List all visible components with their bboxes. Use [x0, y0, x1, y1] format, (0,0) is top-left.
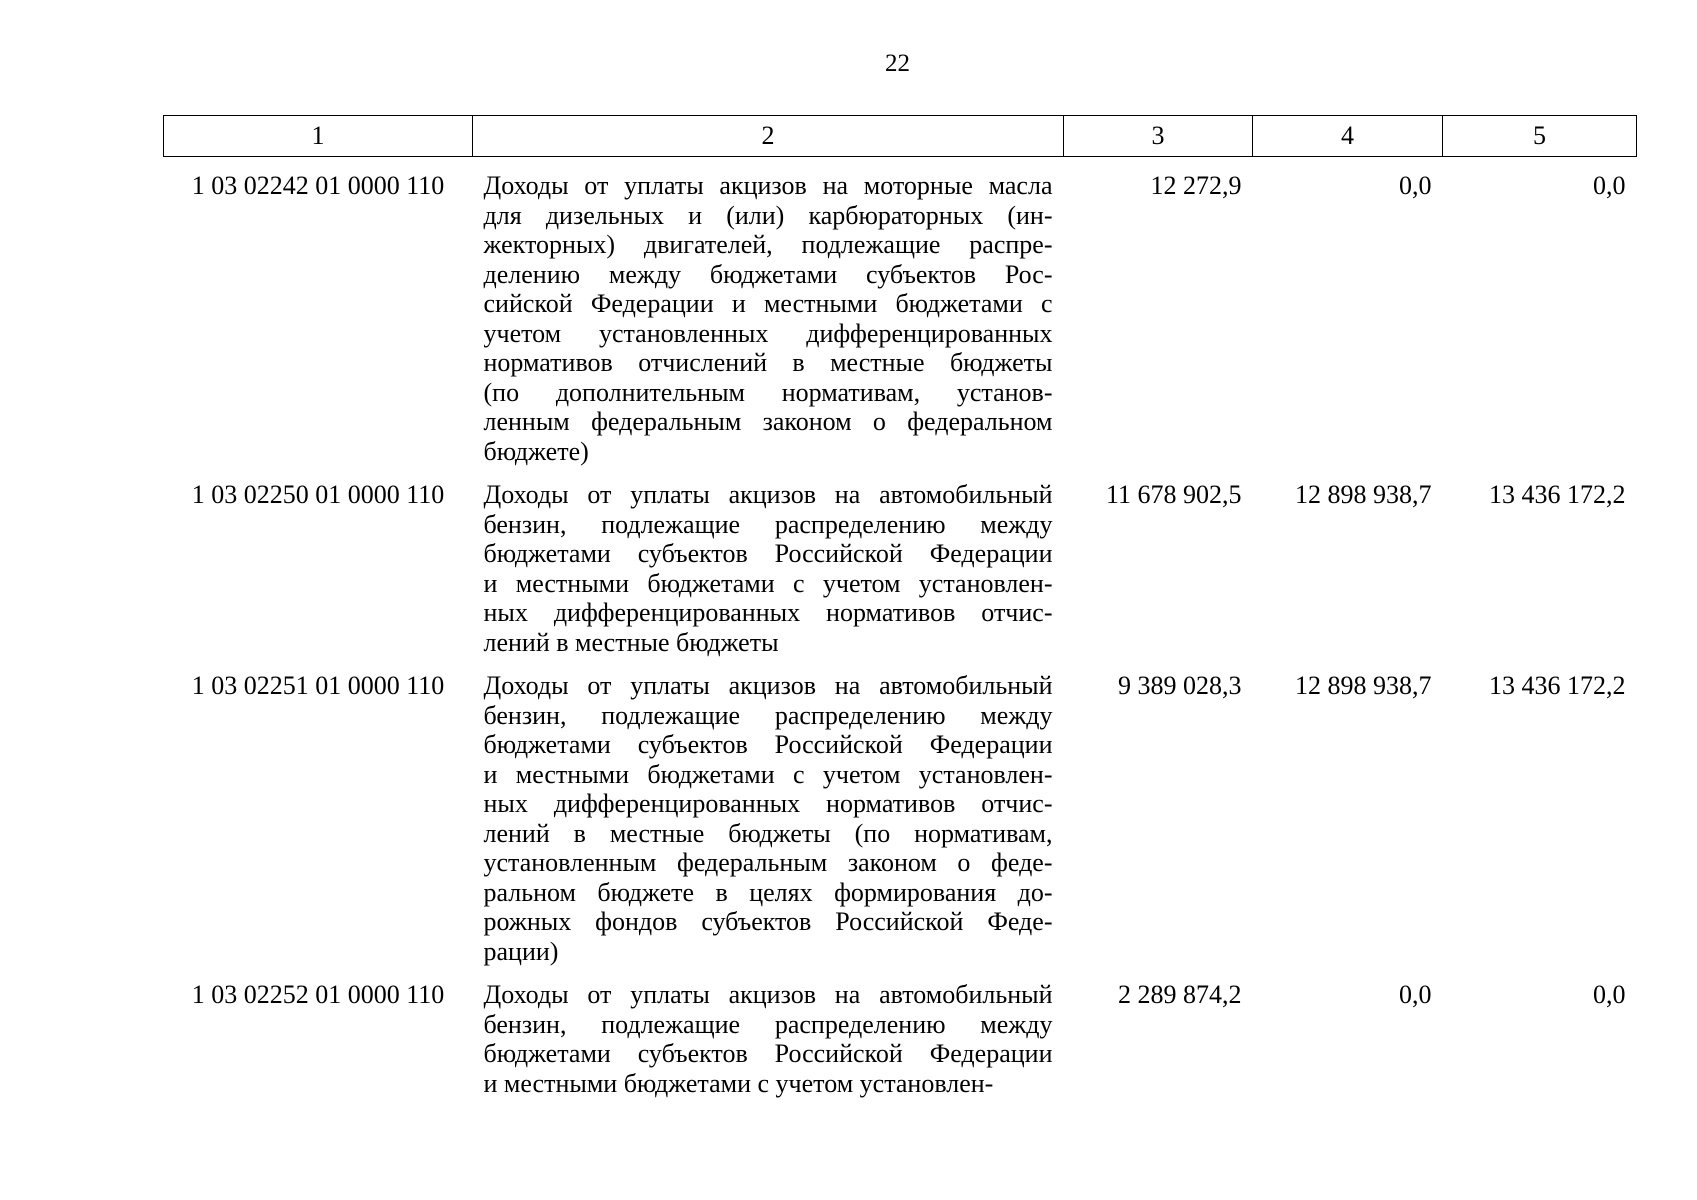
- description-line: Доходы от уплаты акцизов на моторные масла: [483, 171, 1053, 200]
- description-line: лений в местные бюджеты: [483, 627, 779, 657]
- description-line: (по дополнительным нормативам, установ-: [483, 377, 1053, 407]
- amount-col-4: 12 898 938,7: [1295, 671, 1432, 700]
- description-line: и местными бюджетами с учетом установлен-: [483, 759, 1053, 789]
- description-line: ленным федеральным законом о федеральном: [483, 407, 1053, 436]
- header-col-3: 3: [1064, 116, 1253, 157]
- description-line: для дизельных и (или) карбюраторных (ин-: [483, 200, 1053, 230]
- budget-code: 1 03 02242 01 0000 110: [191, 171, 445, 200]
- header-col-1: 1: [164, 116, 473, 157]
- description-line: делению между бюджетами субъектов Рос-: [483, 259, 1053, 289]
- table-header: [164, 116, 1637, 157]
- description-line: ральном бюджете в целях формирования до-: [483, 877, 1053, 907]
- amount-col-5: 13 436 172,2: [1489, 671, 1626, 700]
- description-line: бюджете): [483, 436, 589, 466]
- description-line: бензин, подлежащие распределению между: [483, 1009, 1053, 1039]
- header-row: [164, 116, 1637, 157]
- table-body: [164, 157, 1637, 1099]
- amount-col-5: 13 436 172,2: [1489, 480, 1626, 509]
- table-row: [164, 466, 1637, 657]
- header-col-5: 5: [1443, 116, 1637, 157]
- header-col-2: 2: [473, 116, 1064, 157]
- revenue-description: [473, 157, 1064, 467]
- description-line: бюджетами субъектов Российской Федерации: [483, 539, 1053, 568]
- amount-col-3: 11 678 902,5: [1105, 480, 1242, 509]
- description-line: лений в местные бюджеты (по нормативам,: [483, 818, 1053, 848]
- revenue-description: [473, 657, 1064, 966]
- description-line: учетом установленных дифференцированных: [483, 318, 1053, 348]
- amount-col-4: 0,0: [1399, 980, 1432, 1009]
- revenue-description: [473, 966, 1064, 1098]
- description-line: ных дифференцированных нормативов отчис-: [483, 789, 1053, 818]
- table-row: [164, 966, 1637, 1098]
- revenue-table: [163, 115, 1637, 1098]
- amount-col-4: 12 898 938,7: [1295, 480, 1432, 509]
- amount-col-3: 12 272,9: [1150, 171, 1242, 200]
- description-line: жекторных) двигателей, подлежащие распре-: [483, 230, 1053, 259]
- description-line: ных дифференцированных нормативов отчис-: [483, 598, 1053, 627]
- budget-code: 1 03 02252 01 0000 110: [191, 980, 445, 1009]
- budget-code: 1 03 02250 01 0000 110: [191, 480, 445, 509]
- amount-col-3: 9 389 028,3: [1118, 671, 1242, 700]
- description-line: и местными бюджетами с учетом установлен-: [483, 1068, 994, 1098]
- amount-col-4: 0,0: [1399, 171, 1432, 200]
- description-line: рации): [483, 936, 559, 966]
- description-line: Доходы от уплаты акцизов на автомобильный: [483, 671, 1053, 700]
- description-line: нормативов отчислений в местные бюджеты: [483, 348, 1053, 377]
- table-row: [164, 157, 1637, 467]
- description-line: Доходы от уплаты акцизов на автомобильный: [483, 980, 1053, 1009]
- revenue-description: [473, 466, 1064, 657]
- amount-col-5: 0,0: [1593, 980, 1626, 1009]
- description-line: бензин, подлежащие распределению между: [483, 700, 1053, 730]
- description-line: сийской Федерации и местными бюджетами с: [483, 289, 1053, 318]
- description-line: и местными бюджетами с учетом установлен-: [483, 568, 1053, 598]
- page-number: 22: [885, 50, 910, 77]
- budget-code: 1 03 02251 01 0000 110: [191, 671, 445, 700]
- amount-col-5: 0,0: [1593, 171, 1626, 200]
- description-line: бюджетами субъектов Российской Федерации: [483, 730, 1053, 759]
- header-col-4: 4: [1253, 116, 1443, 157]
- amount-col-3: 2 289 874,2: [1118, 980, 1242, 1009]
- description-line: установленным федеральным законом о феде-: [483, 848, 1053, 877]
- description-line: бюджетами субъектов Российской Федерации: [483, 1039, 1053, 1068]
- description-line: рожных фондов субъектов Российской Феде-: [483, 907, 1053, 936]
- table-row: [164, 657, 1637, 966]
- description-line: бензин, подлежащие распределению между: [483, 509, 1053, 539]
- description-line: Доходы от уплаты акцизов на автомобильный: [483, 480, 1053, 509]
